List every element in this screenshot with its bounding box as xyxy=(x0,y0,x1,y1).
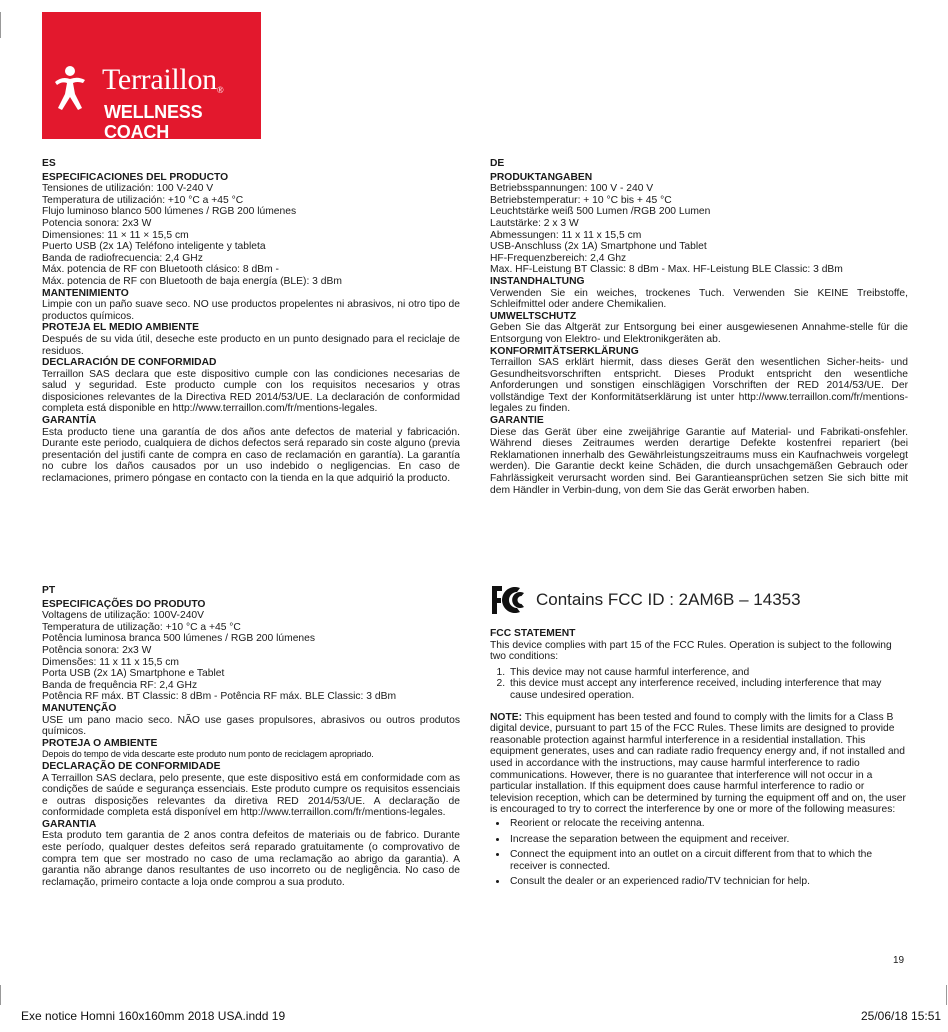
spec-line: Abmessungen: 11 x 11 x 15,5 cm xyxy=(490,229,642,241)
paragraph: A Terraillon SAS declara, pelo presente, que este dispositivo está em conformidade com as condições de saúde e segurança essenciais. Este produto cumpre os requisitos essenciais e outras disposições relevantes da diretiva RED 2014/53/UE. A declaração de conformidade completa está disponível em http://www.terraillon.com/fr/mentions-legales. xyxy=(42,772,460,819)
paragraph: USE um pano macio seco. NÃO use gases propulsores, abrasivos ou outros produtos químicos. xyxy=(42,714,460,738)
paragraph: This device complies with part 15 of the FCC Rules. Operation is subject to the following two conditions: xyxy=(490,639,892,663)
section-pt xyxy=(42,585,460,888)
spec-line: Leuchtstärke weiß 500 Lumen /RGB 200 Lumen xyxy=(490,206,711,218)
section-heading: MANTENIMIENTO xyxy=(42,287,129,299)
list-item: • Increase the separation between the equipment and receiver. xyxy=(508,834,908,846)
spec-line: Lautstärke: 2 x 3 W xyxy=(490,217,579,229)
section-heading: GARANTIA xyxy=(42,818,97,830)
spec-line: Potência luminosa branca 500 lúmenes / RGB 200 lúmenes xyxy=(42,633,316,645)
logo-subtitle: WELLNESS COACH xyxy=(104,102,203,142)
section-heading: KONFORMITÄTSERKLÄRUNG xyxy=(490,345,639,357)
spec-line: Banda de frequência RF: 2,4 GHz xyxy=(42,679,198,691)
spec-line: HF-Frequenzbereich: 2,4 Ghz xyxy=(490,252,627,264)
spec-line: Potência RF máx. BT Classic: 8 dBm - Potência RF máx. BLE Classic: 3 dBm xyxy=(42,691,397,703)
note-paragraph xyxy=(490,712,908,816)
paragraph: Esta producto tiene una garantía de dos años ante defectos de material y fabricación. Durante este periodo, cualquiera de dichos defectos será reparado sin coste alguno (previa presentación del justifi cante de compra en caso de reclamación en garantía). La garantía no cubre los daños causados por un uso indebido o negligencias. En caso de reclamaciones, primero póngase en contacto con la tienda en la que adquirió la producto. xyxy=(42,426,460,485)
spec-line: Puerto USB (2x 1A) Teléfono inteligente y tableta xyxy=(42,241,266,253)
section-heading: PROTEJA EL MEDIO AMBIENTE xyxy=(42,322,199,334)
fcc-id-text: Contains FCC ID : 2AM6B – 14353 xyxy=(536,590,801,610)
spec-line: Tensiones de utilización: 100 V-240 V xyxy=(42,183,214,195)
runner-figure-icon xyxy=(52,64,88,112)
section-heading: GARANTÍA xyxy=(42,415,97,427)
terraillon-logo xyxy=(42,12,261,142)
list-item: • Connect the equipment into an outlet on a circuit different from that to which the receiver is connected. xyxy=(508,849,908,872)
section-heading: FCC STATEMENT xyxy=(490,628,576,639)
spec-line: USB-Anschluss (2x 1A) Smartphone und Tablet xyxy=(490,241,707,253)
list-item: • Reorient or relocate the receiving antenna. xyxy=(508,818,908,830)
list-item: • Consult the dealer or an experienced radio/TV technician for help. xyxy=(508,876,908,888)
list-item: 1. This device may not cause harmful interference, and xyxy=(508,667,908,679)
paragraph: Limpie con un paño suave seco. NO use productos propelentes ni abrasivos, ni otro tipo de productos químicos. xyxy=(42,299,460,322)
section-heading: ESPECIFICACIONES DEL PRODUCTO xyxy=(42,171,229,183)
spec-line: Dimensões: 11 x 11 x 15,5 cm xyxy=(42,656,179,668)
section-de xyxy=(490,158,908,496)
crop-mark xyxy=(0,985,1,1005)
paragraph: Verwenden Sie ein weiches, trockenes Tuch. Verwenden Sie KEINE Treibstoffe, Schleifmittel oder andere Chemikalien. xyxy=(490,287,908,311)
paragraph: Depois do tempo de vida descarte este produto num ponto de reciclagem apropriado. xyxy=(42,749,374,760)
spec-line: Voltagens de utilização: 100V-240V xyxy=(42,610,205,622)
spec-line: Dimensiones: 11 × 11 × 15,5 cm xyxy=(42,229,189,241)
fcc-logo-icon xyxy=(490,584,528,616)
section-heading: MANUTENÇÃO xyxy=(42,702,117,714)
lang-label: DE xyxy=(490,158,505,169)
lang-label: ES xyxy=(42,158,56,169)
lang-label: PT xyxy=(42,585,56,596)
spec-line: Banda de radiofrecuencia: 2,4 GHz xyxy=(42,252,203,264)
list-item: 2. this device must accept any interference received, including interference that may cause undesired operation. xyxy=(508,678,908,701)
section-heading: INSTANDHALTUNG xyxy=(490,275,585,287)
section-heading: PRODUKTANGABEN xyxy=(490,171,593,183)
section-heading: DECLARACIÓN DE CONFORMIDAD xyxy=(42,357,217,369)
spec-line: Betriebstemperatur: + 10 °C bis + 45 °C xyxy=(490,194,672,206)
paragraph: Geben Sie das Altgerät zur Entsorgung bei einer ausgewiesenen Annahme-stelle für die Entsorgung von Elektro- und Elektronikgeräten ab. xyxy=(490,322,908,345)
note-text: This equipment has been tested and found to comply with the limits for a Class B digital device, pursuant to part 15 of the FCC Rules. These limits are designed to provide reasonable protection against harmful interference in a residential installation. This equipment generates, uses and can radiate radio frequency energy and, if not installed and used in accordance with the instructions, may cause harmful interference to radio communications. However, there is no guarantee that interference will not occur in a particular installation. If this equipment does cause harmful interference to radio or television reception, which can be determined by turning the equipment off and on, the user is encouraged to try to correct the interference by one or more of the following measures: xyxy=(490,711,906,816)
measures-list xyxy=(490,818,908,888)
section-heading: ESPECIFICAÇÕES DO PRODUTO xyxy=(42,598,206,610)
section-heading: PROTEJA O AMBIENTE xyxy=(42,737,158,749)
paragraph: Después de su vida útil, deseche este producto en un punto designado para el reciclaje de residuos. xyxy=(42,333,460,357)
section-es xyxy=(42,158,460,485)
spec-line: Potencia sonora: 2x3 W xyxy=(42,217,152,229)
crop-mark xyxy=(946,985,947,1005)
spec-line: Máx. potencia de RF con Bluetooth clásico: 8 dBm - xyxy=(42,264,279,276)
spec-line: Temperatura de utilização: +10 °C a +45 °C xyxy=(42,621,241,633)
crop-mark xyxy=(0,12,1,38)
spec-line: Porta USB (2x 1A) Smartphone e Tablet xyxy=(42,668,225,680)
footer-date: 25/06/18 15:51 xyxy=(861,1009,942,1023)
spec-line: Betriebsspannungen: 100 V - 240 V xyxy=(490,183,654,195)
section-heading: UMWELTSCHUTZ xyxy=(490,310,577,322)
spec-line: Flujo luminoso blanco 500 lúmenes / RGB 200 lúmenes xyxy=(42,206,297,218)
paragraph: Esta produto tem garantia de 2 anos contra defeitos de materiais ou de fabrico. Durante este período, qualquer destes defeitos será reparado gratuitamente (o comprovativo de compra tem que ser mostrado no caso de uma reclamação ao abrigo da garantia). A garantia não abrange danos resultantes de uso incorreto ou de negligência. No caso de reclamação, primeiro contacte a loja onde comprou a sua produto. xyxy=(42,830,460,888)
spec-line: Temperatura de utilización: +10 °C a +45 °C xyxy=(42,194,244,206)
note-label: NOTE: xyxy=(490,711,523,723)
section-fcc xyxy=(490,580,908,892)
paragraph: Terraillon SAS declara que este dispositivo cumple con las condiciones necesarias de salud y seguridad. Este producto cumple con los requisitos necesarios y otras disposiciones relevantes de la Directiva RED 2014/53/UE. La declaración de conformidad completa está disponible en http://www.terraillon.com/fr/mentions-legales. xyxy=(42,368,460,415)
conditions-list xyxy=(490,667,908,702)
section-heading: DECLARAÇÃO DE CONFORMIDADE xyxy=(42,760,221,772)
spec-line: Potência sonora: 2x3 W xyxy=(42,644,152,656)
page-number: 19 xyxy=(893,955,905,966)
paragraph: Diese das Gerät über eine zweijährige Garantie auf Material- und Fabrikati-onsfehler. Während dieses Zeitraumes werden derartige Defekte kostenfrei repariert (bei Reklamationen innerhalb des Gewährleistungszeitraums muss ein Kaufnachweis vorgelegt werden). Die Garantie deckt keine Schäden, die durch unsachgemäßen Gebrauch oder Fahrlässigkeit verursacht worden sind. Bei Garantieansprüchen setzen Sie sich bitte mit dem Händler in Verbin-dung, von dem Sie das Gerät erworben haben. xyxy=(490,426,908,496)
print-footer xyxy=(0,1003,948,1032)
fcc-id-line xyxy=(490,580,908,620)
spec-line: Max. HF-Leistung BT Classic: 8 dBm - Max. HF-Leistung BLE Classic: 3 dBm xyxy=(490,264,843,276)
spec-line: Máx. potencia de RF con Bluetooth de baja energía (BLE): 3 dBm xyxy=(42,275,342,287)
paragraph: Terraillon SAS erklärt hiermit, dass dieses Gerät den wesentlichen Sicher-heits- und Gesundheitsvorschriften entspricht. Dieses Produkt entspricht den wesentliche Anforderungen und sonstigen einschlägigen Vorschriften der RED 2014/53/UE. Der vollständige Text der Konformitätserklärung ist unter http://www.terraillon.com/fr/mentions-legales zu finden. xyxy=(490,357,908,415)
footer-filename: Exe notice Homni 160x160mm 2018 USA.indd 19 xyxy=(21,1009,286,1023)
section-heading: GARANTIE xyxy=(490,415,544,427)
logo-brand: Terraillon® xyxy=(102,63,224,96)
